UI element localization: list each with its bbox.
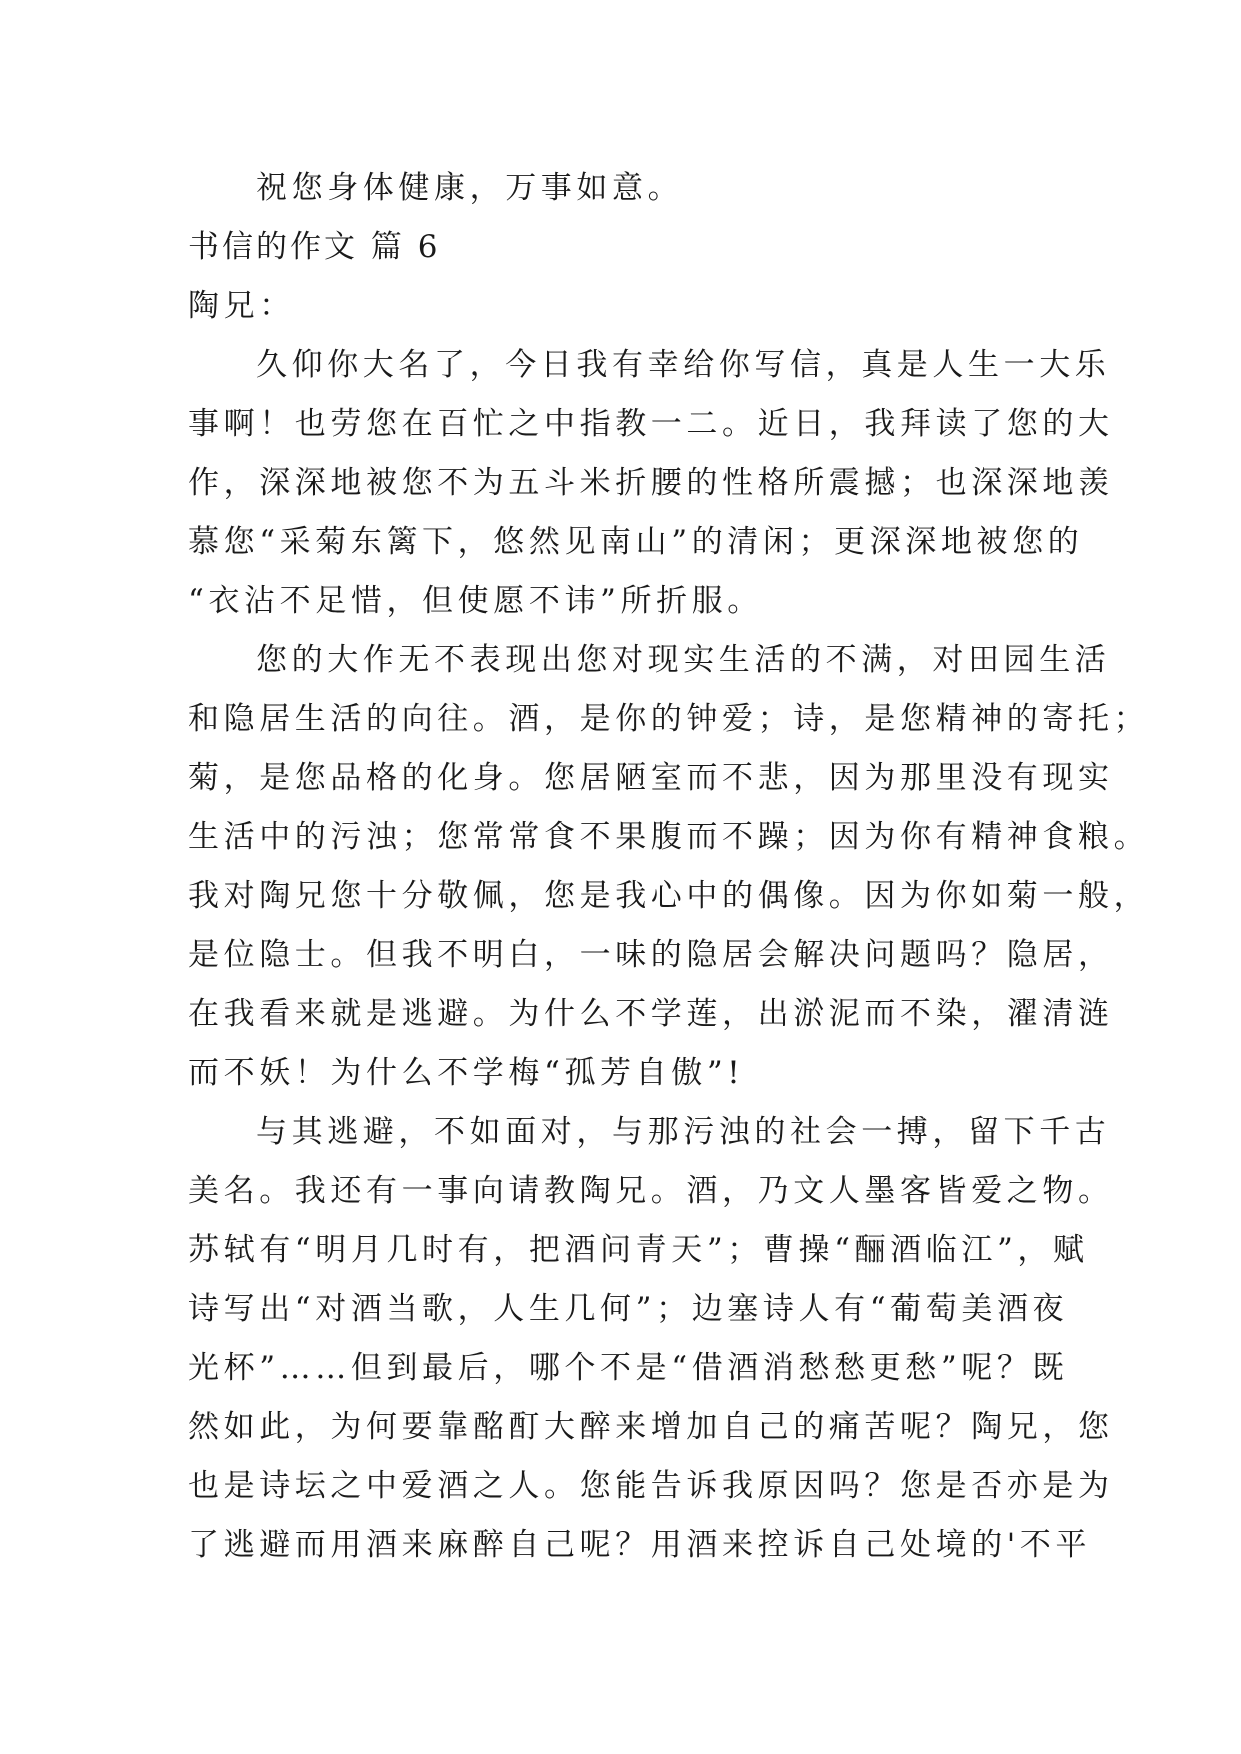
salutation: 陶兄： xyxy=(188,288,295,324)
paragraph-line: “衣沾不足惜，但使愿不讳”所折服。 xyxy=(188,583,763,619)
paragraph-line: 慕您“采菊东篱下，悠然见南山”的清闲；更深深地被您的 xyxy=(188,524,1084,560)
paragraph-line: 菊，是您品格的化身。您居陋室而不悲，因为那里没有现实 xyxy=(188,760,1114,796)
paragraph-line: 光杯”……但到最后，哪个不是“借酒消愁愁更愁”呢？既 xyxy=(188,1350,1069,1386)
paragraph-line: 诗写出“对酒当歌，人生几何”；边塞诗人有“葡萄美酒夜 xyxy=(188,1291,1069,1327)
section-heading: 书信的作文 篇 6 xyxy=(188,229,441,265)
paragraph-line: 在我看来就是逃避。为什么不学莲，出淤泥而不染，濯清涟 xyxy=(188,996,1114,1032)
paragraph-line: 我对陶兄您十分敬佩，您是我心中的偶像。因为你如菊一般， xyxy=(188,878,1150,914)
paragraph-line: 您的大作无不表现出您对现实生活的不满，对田园生活 xyxy=(256,642,1111,678)
paragraph-line: 与其逃避，不如面对，与那污浊的社会一搏，留下千古 xyxy=(256,1114,1111,1150)
paragraph-line: 了逃避而用酒来麻醉自己呢？用酒来控诉自己处境的'不平 xyxy=(188,1527,1092,1563)
paragraph-line: 生活中的污浊；您常常食不果腹而不躁；因为你有精神食粮。 xyxy=(188,819,1150,855)
paragraph-line: 和隐居生活的向往。酒，是你的钟爱；诗，是您精神的寄托； xyxy=(188,701,1150,737)
paragraph-line: 然如此，为何要靠酩酊大醉来增加自己的痛苦呢？陶兄，您 xyxy=(188,1409,1114,1445)
paragraph-line: 事啊！也劳您在百忙之中指教一二。近日，我拜读了您的大 xyxy=(188,406,1114,442)
paragraph-line: 苏轼有“明月几时有，把酒问青天”；曹操“酾酒临江”，赋 xyxy=(188,1232,1089,1268)
paragraph-line: 是位隐士。但我不明白，一味的隐居会解决问题吗？隐居， xyxy=(188,937,1114,973)
paragraph-line: 也是诗坛之中爱酒之人。您能告诉我原因吗？您是否亦是为 xyxy=(188,1468,1114,1504)
paragraph-line: 久仰你大名了，今日我有幸给你写信，真是人生一大乐 xyxy=(256,347,1111,383)
paragraph-line: 而不妖！为什么不学梅“孤芳自傲”! xyxy=(188,1055,745,1091)
paragraph-line: 美名。我还有一事向请教陶兄。酒，乃文人墨客皆爱之物。 xyxy=(188,1173,1114,1209)
closing-wish-line: 祝您身体健康，万事如意。 xyxy=(256,170,684,206)
paragraph-line: 作，深深地被您不为五斗米折腰的性格所震撼；也深深地羡 xyxy=(188,465,1114,501)
